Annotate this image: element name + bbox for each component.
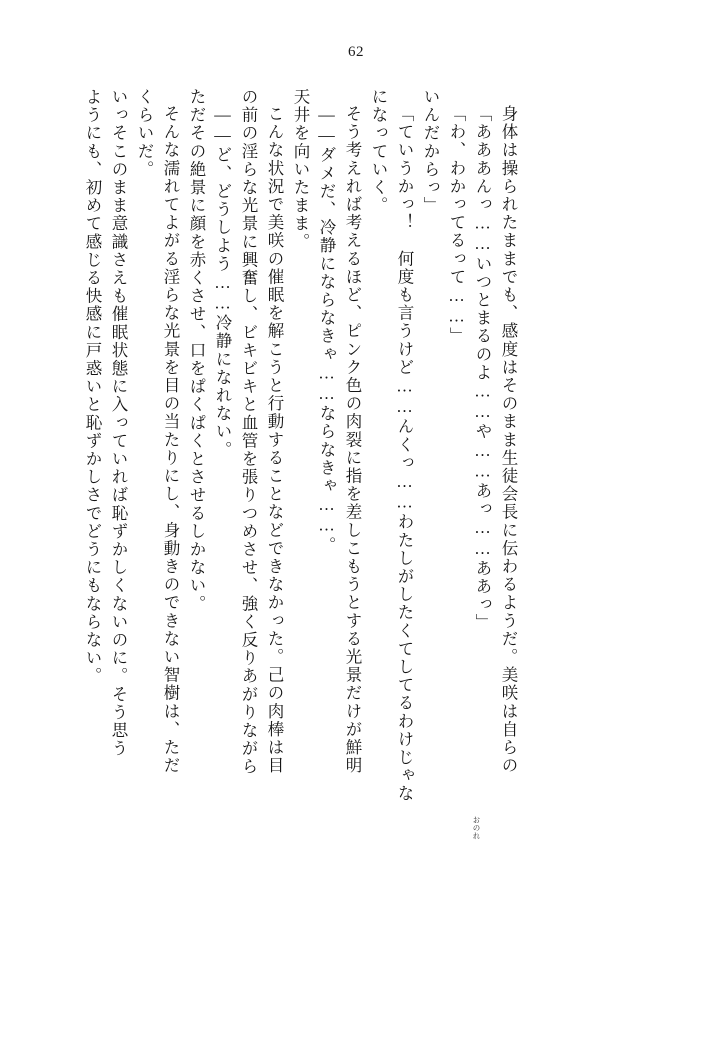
text-line: ただその絶景に顔を赤くさせ、口をぱくぱくとさせるしかない。 xyxy=(187,88,206,613)
page-number: 62 xyxy=(348,44,364,60)
text-line: 身体は操られたままでも、感度はそのまま生徒会長に伝わるようだ。美咲は自らの xyxy=(499,105,518,775)
text-line: そんな濡れてよがる淫らな光景を目の当たりにし、身動きのできない智樹は、ただ xyxy=(161,105,180,775)
text-line: になっていく。 xyxy=(369,88,388,215)
text-line: 天井を向いたまま。 xyxy=(291,88,310,251)
text-line: こんな状況で美咲の催眠を解こうと行動することなどできなかった。己の肉棒は目 xyxy=(265,105,284,775)
text-line: ようにも、初めて感じる快感に戸惑いと恥ずかしさでどうにもならない。 xyxy=(83,88,102,686)
text-line: そう考えれば考えるほど、ピンク色の肉裂に指を差しこもうとする光景だけが鮮明 xyxy=(343,105,362,775)
text-line: ――ど、どうしよう……冷静になれない。 xyxy=(213,105,232,459)
text-line: の前の淫らな光景に興奮し、ビキビキと血管を張りつめさせ、強く反りあがりながら xyxy=(239,88,258,776)
text-line: ――ダメだ、冷静にならなきゃ……ならなきゃ……。 xyxy=(317,105,336,555)
text-line: いっそこのまま意識さえも催眠状態に入っていれば恥ずかしくないのに。そう思う xyxy=(109,88,128,758)
text-line: いんだからっ」 xyxy=(421,88,440,215)
text-line: くらいだ。 xyxy=(135,88,154,179)
vertical-body-text xyxy=(74,88,634,968)
text-line: 「あああんっ……いつとまるのよ……や……あっ……ああっ」 xyxy=(473,105,492,632)
text-line: 「わ、わかってるって……」 xyxy=(447,105,466,346)
ruby-annotation: おのれ xyxy=(472,816,481,840)
text-line: 「ていうかっ！ 何度も言うけど……んくっ……わたしがしたくてしてるわけじゃな xyxy=(395,105,414,803)
